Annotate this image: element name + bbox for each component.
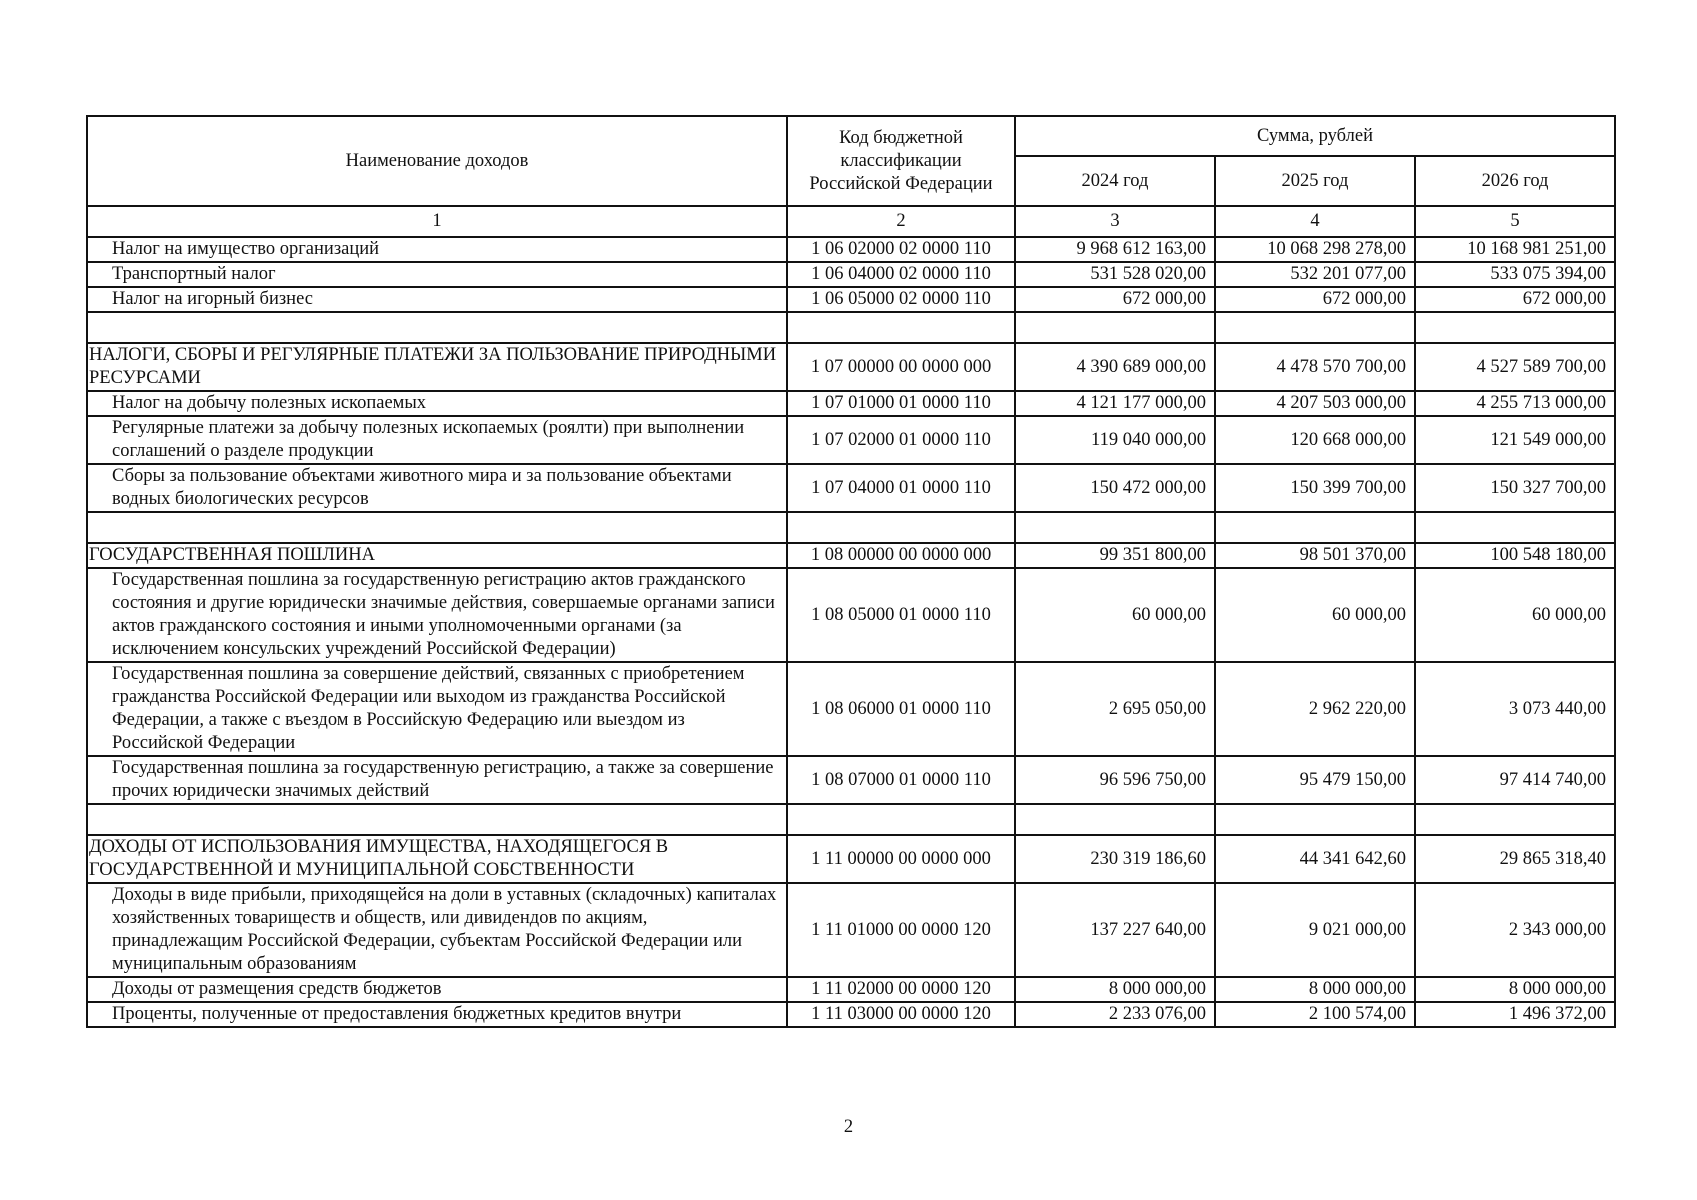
table-row bbox=[87, 287, 1615, 312]
row-value-2025: 9 021 000,00 bbox=[1215, 883, 1415, 977]
blank-cell bbox=[87, 804, 787, 835]
table-row bbox=[87, 568, 1615, 662]
row-value-2024: 9 968 612 163,00 bbox=[1015, 237, 1215, 262]
header-year-2025: 2025 год bbox=[1215, 156, 1415, 206]
row-value-2026: 4 527 589 700,00 bbox=[1415, 343, 1615, 391]
row-value-2025: 10 068 298 278,00 bbox=[1215, 237, 1415, 262]
header-year-2024: 2024 год bbox=[1015, 156, 1215, 206]
row-value-2026: 533 075 394,00 bbox=[1415, 262, 1615, 287]
row-code: 1 11 00000 00 0000 000 bbox=[787, 835, 1015, 883]
table-header bbox=[87, 116, 1615, 237]
row-value-2024: 4 390 689 000,00 bbox=[1015, 343, 1215, 391]
blank-cell bbox=[787, 804, 1015, 835]
row-code: 1 07 04000 01 0000 110 bbox=[787, 464, 1015, 512]
row-value-2024: 531 528 020,00 bbox=[1015, 262, 1215, 287]
column-index: 3 bbox=[1015, 206, 1215, 237]
blank-cell bbox=[87, 312, 787, 343]
row-value-2025: 95 479 150,00 bbox=[1215, 756, 1415, 804]
header-sum: Сумма, рублей bbox=[1015, 116, 1615, 156]
row-name: Налог на игорный бизнес bbox=[87, 287, 787, 312]
row-name: ГОСУДАРСТВЕННАЯ ПОШЛИНА bbox=[87, 543, 787, 568]
row-value-2025: 60 000,00 bbox=[1215, 568, 1415, 662]
row-value-2026: 60 000,00 bbox=[1415, 568, 1615, 662]
blank-cell bbox=[787, 512, 1015, 543]
row-value-2025: 672 000,00 bbox=[1215, 287, 1415, 312]
row-name: Налог на добычу полезных ископаемых bbox=[87, 391, 787, 416]
row-value-2026: 121 549 000,00 bbox=[1415, 416, 1615, 464]
row-name: Регулярные платежи за добычу полезных ископаемых (роялти) при выполнении соглашений о разделе продукции bbox=[87, 416, 787, 464]
table-row bbox=[87, 756, 1615, 804]
table-row bbox=[87, 1002, 1615, 1027]
table-row bbox=[87, 391, 1615, 416]
blank-cell bbox=[1215, 312, 1415, 343]
table-row bbox=[87, 237, 1615, 262]
blank-cell bbox=[1215, 512, 1415, 543]
row-name: ДОХОДЫ ОТ ИСПОЛЬЗОВАНИЯ ИМУЩЕСТВА, НАХОДЯЩЕГОСЯ В ГОСУДАРСТВЕННОЙ И МУНИЦИПАЛЬНОЙ СОБСТВЕННОСТИ bbox=[87, 835, 787, 883]
row-value-2025: 4 207 503 000,00 bbox=[1215, 391, 1415, 416]
row-value-2026: 97 414 740,00 bbox=[1415, 756, 1615, 804]
column-index: 1 bbox=[87, 206, 787, 237]
row-value-2026: 3 073 440,00 bbox=[1415, 662, 1615, 756]
row-value-2024: 99 351 800,00 bbox=[1015, 543, 1215, 568]
row-code: 1 08 06000 01 0000 110 bbox=[787, 662, 1015, 756]
row-code: 1 11 03000 00 0000 120 bbox=[787, 1002, 1015, 1027]
row-code: 1 08 00000 00 0000 000 bbox=[787, 543, 1015, 568]
table-row bbox=[87, 977, 1615, 1002]
header-year-2026: 2026 год bbox=[1415, 156, 1615, 206]
row-value-2025: 2 962 220,00 bbox=[1215, 662, 1415, 756]
row-value-2024: 8 000 000,00 bbox=[1015, 977, 1215, 1002]
row-value-2024: 2 695 050,00 bbox=[1015, 662, 1215, 756]
blank-row bbox=[87, 312, 1615, 343]
blank-cell bbox=[87, 512, 787, 543]
row-code: 1 06 02000 02 0000 110 bbox=[787, 237, 1015, 262]
blank-cell bbox=[1015, 804, 1215, 835]
row-value-2026: 4 255 713 000,00 bbox=[1415, 391, 1615, 416]
row-name: Налог на имущество организаций bbox=[87, 237, 787, 262]
header-name: Наименование доходов bbox=[87, 116, 787, 206]
row-value-2024: 2 233 076,00 bbox=[1015, 1002, 1215, 1027]
row-value-2024: 230 319 186,60 bbox=[1015, 835, 1215, 883]
blank-cell bbox=[787, 312, 1015, 343]
table-body bbox=[87, 237, 1615, 1027]
row-value-2026: 8 000 000,00 bbox=[1415, 977, 1615, 1002]
column-index: 5 bbox=[1415, 206, 1615, 237]
row-value-2025: 2 100 574,00 bbox=[1215, 1002, 1415, 1027]
row-code: 1 08 07000 01 0000 110 bbox=[787, 756, 1015, 804]
table-row bbox=[87, 262, 1615, 287]
row-code: 1 07 00000 00 0000 000 bbox=[787, 343, 1015, 391]
row-value-2026: 150 327 700,00 bbox=[1415, 464, 1615, 512]
row-value-2024: 119 040 000,00 bbox=[1015, 416, 1215, 464]
group-row bbox=[87, 343, 1615, 391]
table-row bbox=[87, 662, 1615, 756]
row-name: Проценты, полученные от предоставления бюджетных кредитов внутри bbox=[87, 1002, 787, 1027]
row-name: НАЛОГИ, СБОРЫ И РЕГУЛЯРНЫЕ ПЛАТЕЖИ ЗА ПОЛЬЗОВАНИЕ ПРИРОДНЫМИ РЕСУРСАМИ bbox=[87, 343, 787, 391]
row-value-2024: 4 121 177 000,00 bbox=[1015, 391, 1215, 416]
blank-cell bbox=[1015, 512, 1215, 543]
row-name: Транспортный налог bbox=[87, 262, 787, 287]
row-name: Доходы от размещения средств бюджетов bbox=[87, 977, 787, 1002]
row-value-2024: 150 472 000,00 bbox=[1015, 464, 1215, 512]
blank-cell bbox=[1415, 512, 1615, 543]
row-value-2025: 120 668 000,00 bbox=[1215, 416, 1415, 464]
row-value-2024: 60 000,00 bbox=[1015, 568, 1215, 662]
row-value-2026: 10 168 981 251,00 bbox=[1415, 237, 1615, 262]
page-number: 2 bbox=[843, 1117, 854, 1137]
blank-cell bbox=[1215, 804, 1415, 835]
row-value-2026: 29 865 318,40 bbox=[1415, 835, 1615, 883]
blank-cell bbox=[1415, 804, 1615, 835]
row-value-2024: 137 227 640,00 bbox=[1015, 883, 1215, 977]
table-row bbox=[87, 416, 1615, 464]
row-value-2024: 96 596 750,00 bbox=[1015, 756, 1215, 804]
row-code: 1 06 04000 02 0000 110 bbox=[787, 262, 1015, 287]
group-row bbox=[87, 835, 1615, 883]
row-code: 1 06 05000 02 0000 110 bbox=[787, 287, 1015, 312]
row-value-2025: 98 501 370,00 bbox=[1215, 543, 1415, 568]
column-index: 4 bbox=[1215, 206, 1415, 237]
table-row bbox=[87, 883, 1615, 977]
row-value-2024: 672 000,00 bbox=[1015, 287, 1215, 312]
row-value-2025: 532 201 077,00 bbox=[1215, 262, 1415, 287]
document-page bbox=[86, 115, 1606, 1028]
row-code: 1 11 01000 00 0000 120 bbox=[787, 883, 1015, 977]
row-name: Государственная пошлина за совершение действий, связанных с приобретением гражданства Российской Федерации или выходом из гражданства Российской Федерации, а также с въездом в Российскую Федерацию или выездом из Российской Федерации bbox=[87, 662, 787, 756]
revenue-table bbox=[86, 115, 1616, 1028]
table-row bbox=[87, 464, 1615, 512]
row-value-2026: 100 548 180,00 bbox=[1415, 543, 1615, 568]
row-value-2025: 8 000 000,00 bbox=[1215, 977, 1415, 1002]
row-name: Государственная пошлина за государственную регистрацию, а также за совершение прочих юридически значимых действий bbox=[87, 756, 787, 804]
blank-cell bbox=[1015, 312, 1215, 343]
column-index-row bbox=[87, 206, 1615, 237]
row-value-2026: 1 496 372,00 bbox=[1415, 1002, 1615, 1027]
row-code: 1 07 02000 01 0000 110 bbox=[787, 416, 1015, 464]
row-name: Доходы в виде прибыли, приходящейся на доли в уставных (складочных) капиталах хозяйственных товариществ и обществ, или дивидендов по акциям, принадлежащим Российской Федерации, субъектам Российской Федерации или муниципальным образованиям bbox=[87, 883, 787, 977]
row-value-2026: 672 000,00 bbox=[1415, 287, 1615, 312]
column-index: 2 bbox=[787, 206, 1015, 237]
blank-row bbox=[87, 512, 1615, 543]
row-code: 1 08 05000 01 0000 110 bbox=[787, 568, 1015, 662]
row-value-2025: 44 341 642,60 bbox=[1215, 835, 1415, 883]
row-code: 1 07 01000 01 0000 110 bbox=[787, 391, 1015, 416]
row-code: 1 11 02000 00 0000 120 bbox=[787, 977, 1015, 1002]
row-value-2025: 150 399 700,00 bbox=[1215, 464, 1415, 512]
blank-row bbox=[87, 804, 1615, 835]
row-name: Сборы за пользование объектами животного мира и за пользование объектами водных биологических ресурсов bbox=[87, 464, 787, 512]
row-name: Государственная пошлина за государственную регистрацию актов гражданского состояния и другие юридически значимые действия, совершаемые органами записи актов гражданского состояния и иными уполномоченными органами (за исключением консульских учреждений Российской Федерации) bbox=[87, 568, 787, 662]
group-row bbox=[87, 543, 1615, 568]
row-value-2026: 2 343 000,00 bbox=[1415, 883, 1615, 977]
row-value-2025: 4 478 570 700,00 bbox=[1215, 343, 1415, 391]
header-code: Код бюджетной классификации Российской Федерации bbox=[787, 116, 1015, 206]
blank-cell bbox=[1415, 312, 1615, 343]
